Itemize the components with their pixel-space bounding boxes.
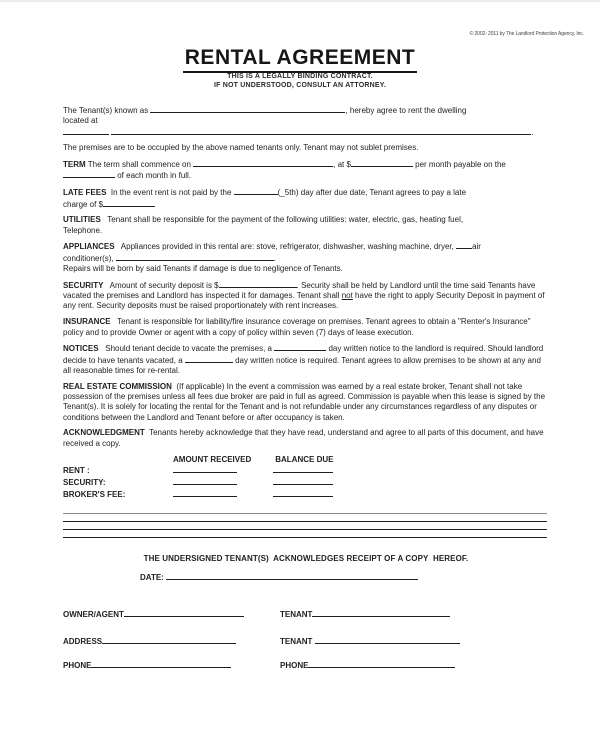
paragraph-text: (_5th) day after due date, Tenant agrees to pay a late <box>277 188 467 198</box>
paragraph-text: . <box>531 127 534 137</box>
paragraph-text: The term shall commence on <box>85 160 194 170</box>
copyright-notice: © 2002- 2011 by The Landlord Protection Agency, Inc. <box>469 31 584 37</box>
section-heading: NOTICES <box>63 344 99 354</box>
underlined-text: not <box>341 291 353 301</box>
paragraph <box>63 382 549 423</box>
column-header-balance-due: BALANCE DUE <box>275 454 334 464</box>
section-heading: ACKNOWLEDGMENT <box>63 428 145 438</box>
signature-row-2 <box>63 636 549 647</box>
document-body <box>63 105 549 687</box>
blank-line <box>274 343 326 351</box>
paragraph-text: Tenant is responsible for liability/fire insurance coverage on premises. Tenant agrees to obtain a "Renter's Insurance" policy and to provide Owner or agent with a copy of policy within seven (7) days of lease execution. <box>63 317 533 337</box>
date-blank-line <box>166 572 418 580</box>
paragraph-text: In the event rent is not paid by the <box>106 188 234 198</box>
blank-line <box>351 159 413 167</box>
blank-line <box>273 489 333 497</box>
date-label: DATE: <box>140 572 167 582</box>
section-heading: APPLIANCES <box>63 242 115 252</box>
title-container <box>0 46 600 73</box>
tenant-label: TENANT <box>280 637 315 646</box>
signature-cell <box>280 609 450 620</box>
phone-label: PHONE <box>63 661 92 670</box>
blank-line <box>308 660 455 668</box>
rule-line <box>63 521 547 522</box>
subtitle-container <box>0 73 600 90</box>
blank-line <box>315 636 460 644</box>
paragraph-text: conditioner(s), <box>63 253 116 263</box>
blank-line <box>124 609 244 617</box>
blank-line <box>63 170 115 178</box>
paragraph <box>63 428 549 449</box>
blank-line <box>273 465 333 473</box>
paragraph-text: Should tenant decide to vacate the premises, a <box>98 344 275 354</box>
blank-line <box>193 159 333 167</box>
paragraph <box>63 159 549 182</box>
signature-cell <box>280 636 460 647</box>
paragraph <box>63 143 549 153</box>
blank-line <box>173 477 237 485</box>
signature-section <box>63 609 549 671</box>
blank-line <box>116 253 277 263</box>
blank-line <box>234 187 278 195</box>
owner-agent-label: OWNER/AGENT <box>63 610 124 619</box>
tenant-label: TENANT <box>280 610 313 619</box>
undersigned-statement: THE UNDERSIGNED TENANT(S) ACKNOWLEDGES RECEIPT OF A COPY HEREOF. <box>143 554 469 564</box>
blank-line <box>173 489 237 497</box>
phone-label: PHONE <box>280 661 309 670</box>
rule-line <box>63 537 547 538</box>
blank-line <box>173 465 237 473</box>
paragraph-text: , at $ <box>333 160 351 170</box>
table-row-security <box>63 477 549 489</box>
note-lines <box>63 513 549 538</box>
blank-line <box>102 636 236 644</box>
rule-line <box>63 513 547 514</box>
paragraph-text: Appliances provided in this rental are: stove, refrigerator, dishwasher, washing machine, dryer, <box>114 242 457 252</box>
blank-line <box>111 127 534 137</box>
paragraph <box>63 105 549 138</box>
table-row-rent <box>63 465 549 477</box>
paragraph <box>63 215 549 236</box>
payment-table-header <box>63 455 549 466</box>
paragraph-text: The Tenant(s) known as <box>63 106 151 115</box>
row-label: BROKER'S FEE: <box>63 489 126 499</box>
paragraph-text: Tenants hereby acknowledge that they have read, understand and agree to all parts of this document, and have received a copy. <box>63 428 546 448</box>
document-title: RENTAL AGREEMENT <box>183 46 417 73</box>
signature-row-1 <box>63 609 549 620</box>
paragraph <box>63 241 549 274</box>
signature-row-3 <box>63 660 549 671</box>
section-heading: REAL ESTATE COMMISSION <box>63 381 172 391</box>
blank-line <box>273 477 333 485</box>
section-heading: SECURITY <box>63 280 104 290</box>
section-heading: LATE FEES <box>63 188 107 198</box>
paragraph-text: Amount of security deposit is $ <box>103 280 219 290</box>
subtitle-line-1: THIS IS A LEGALLY BINDING CONTRACT. <box>227 73 373 80</box>
row-label: RENT : <box>63 466 90 476</box>
signature-cell <box>63 609 280 620</box>
document-paragraphs <box>63 105 549 449</box>
blank-line <box>185 355 233 363</box>
paragraph-text: charge of $ <box>63 199 104 209</box>
paragraph <box>63 317 549 338</box>
rule-line <box>63 529 547 530</box>
date-row <box>140 572 549 583</box>
paragraph-text: have the right to apply Security Deposit in payment of any rent. Security deposits must be raised proportionately with rent increases. <box>63 291 547 311</box>
signature-cell <box>63 660 280 671</box>
blank-line <box>456 241 472 249</box>
paragraph-text: day written notice is required. Tenant agrees to allow premises to be shown at any and all reasonable times for re-rental. <box>63 355 544 375</box>
row-label: SECURITY: <box>63 477 106 487</box>
blank-line <box>91 660 231 668</box>
section-heading: TERM <box>63 160 86 170</box>
blank-line <box>219 280 297 288</box>
blank-line <box>103 199 155 207</box>
column-header-amount-received: AMOUNT RECEIVED <box>173 454 252 464</box>
paragraph-text: . <box>273 253 277 263</box>
blank-line <box>63 127 109 135</box>
paragraph-text: of each month in full. <box>115 171 192 181</box>
signature-cell <box>280 660 455 671</box>
table-row-brokers-fee <box>63 489 549 501</box>
blank-line <box>150 105 345 113</box>
section-heading: UTILITIES <box>63 215 101 225</box>
paragraph-text: The premises are to be occupied by the above named tenants only. Tenant may not sublet premises. <box>63 143 419 153</box>
paragraph <box>63 187 549 210</box>
section-heading: INSURANCE <box>63 317 111 327</box>
paragraph <box>63 343 549 376</box>
paragraph-text: , hereby agree to rent the dwelling <box>345 106 467 115</box>
paragraph-text: Telephone. <box>63 225 103 235</box>
payment-table <box>63 455 549 501</box>
paragraph-text: Tenant shall be responsible for the payment of the following utilities: water, electric, gas, heating fuel, <box>100 215 464 225</box>
subtitle-line-2: IF NOT UNDERSTOOD, CONSULT AN ATTORNEY. <box>213 81 387 89</box>
paragraph-text: day written notice to the landlord is required. Should landlord decide to have tenants vacated, a <box>63 344 546 365</box>
paragraph-text: (If applicable) In the event a commission was earned by a real estate broker, Tenant shall not take possession of the premises unless all fees due broker are paid in full as agreed. Commission is payable when this lease is signed by the Tenant(s). It is solely for locating the rental for the Tenant and is not refundable under any circumstances regardless of any disputes or conditions between the Landlord and Tenant before or after occupancy is taken. <box>63 381 548 422</box>
signature-cell <box>63 636 280 647</box>
paragraph-text: air <box>472 242 481 252</box>
address-label: ADDRESS <box>63 637 103 646</box>
paragraph <box>63 280 549 312</box>
paragraph-text: Repairs will be born by said Tenants if damage is due to negligence of Tenants. <box>63 264 343 274</box>
paragraph-text: per month payable on the <box>412 160 506 170</box>
blank-line <box>312 609 450 617</box>
paragraph-text: . Security shall be held by Landlord until the time said Tenants have vacated the premises and Landlord has inspected it for damages. Tenant shall <box>63 280 538 301</box>
paragraph-text: located at <box>63 116 98 126</box>
